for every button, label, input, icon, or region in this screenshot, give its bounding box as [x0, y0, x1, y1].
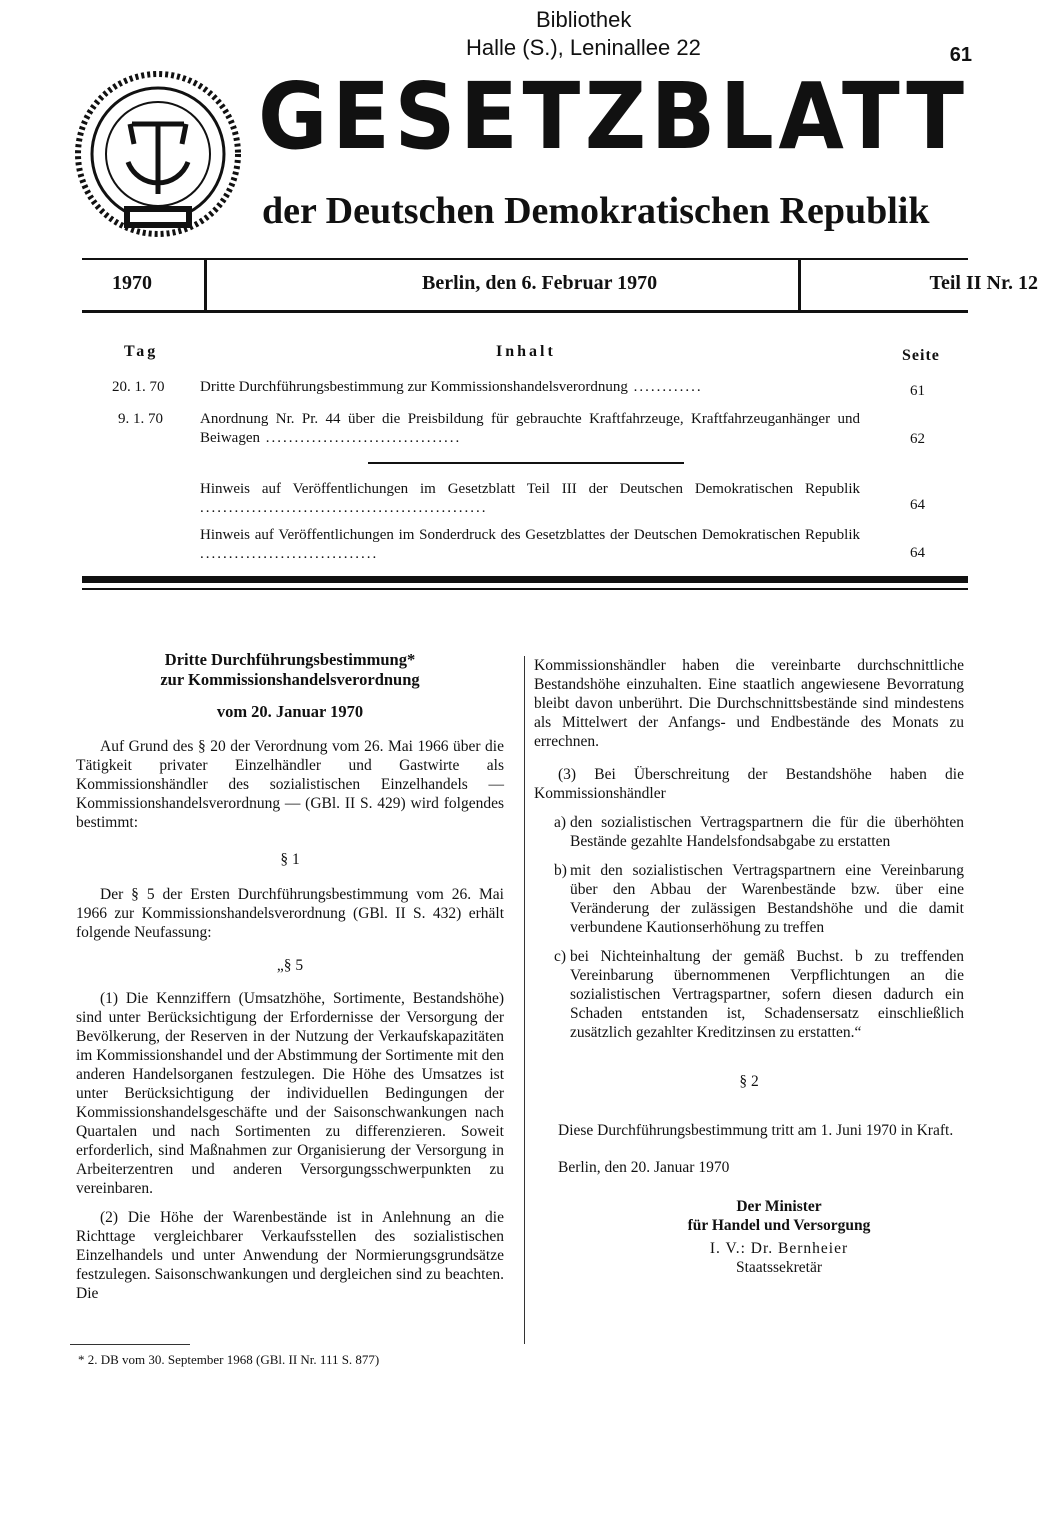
- toc-note-1-text: Hinweis auf Veröffentlichungen im Gesetzblatt Teil III der Deutschen Demokratischen Republik: [200, 481, 860, 497]
- paragraph-1: (1) Die Kennziffern (Umsatzhöhe, Sortimente, Bestandshöhe) sind unter Berücksichtigung der Erfordernisse der Versorgung der Bevölkerung, der Reserven in der Nutzung der Verkaufskapazitäten im Kommissionshandel und der Abstimmung der Sortimente mit den anderen Handelsorganen festzulegen. Die Höhe des Umsatzes ist unter Berücksichtigung der individuellen Bedingungen der Kommissionshandelsgeschäfte und der Saisonschwankungen nach Quartalen und nach Sortimenten zu differenzieren. Soweit erforderlich, sind Maßnahmen zur Organisierung der Versorgung in Arbeiterzentren und anderen Versorgungsschwerpunkten zu vereinbaren.: [76, 990, 504, 1197]
- list-item-c-text: bei Nichteinhaltung der gemäß Buchst. b zu treffenden Vereinbarung übernommenen Verpflichtungen an die sozialistischen Vertragspartner, sofern diesen dadurch ein Schaden entstanden ist, Schadensersatz einschließlich zusätzlich gezahlter Kreditzinsen zu erstatten.“: [570, 948, 964, 1041]
- divider-1: [204, 260, 207, 310]
- section-1-heading: § 1: [280, 851, 300, 868]
- column-divider: [524, 656, 525, 1344]
- toc-separator: [368, 462, 684, 464]
- toc-col-page: Seite: [902, 347, 940, 364]
- issue-year: 1970: [112, 272, 152, 294]
- toc-col-content: Inhalt: [496, 343, 556, 360]
- toc-col-day: Tag: [124, 343, 159, 360]
- toc-note-1-page: 64: [910, 497, 925, 513]
- article-heading-2: zur Kommissionshandelsverordnung: [160, 670, 420, 689]
- paragraph-2: (2) Die Höhe der Warenbestände ist in Anlehnung an die Richttage vergleichbarer Verkaufsstellen des sozialistischen Einzelhandels und unter Anwendung der Normierungsgrundsätze festzulegen. Saisonschwankungen und dergleichen sind zu beachten. Die: [76, 1209, 504, 1302]
- article-intro: Auf Grund des § 20 der Verordnung vom 26. Mai 1966 über die Tätigkeit privater Einzelhändler und Gastwirte als Kommissionshändler des sozialistischen Einzelhandels — Kommissionshandelsverordnung — (GBl. II S. 429) wird folgendes bestimmt:: [76, 738, 504, 831]
- toc-note-2[interactable]: Hinweis auf Veröffentlichungen im Sonderdruck des Gesetzblattes der Deutschen Demokratischen Republik ...............................: [200, 527, 860, 562]
- paragraph-2-continued: Kommissionshändler haben die vereinbarte durchschnittliche Bestandshöhe einzuhalten. Eine staatlich angewiesene Bevorratung bleibt davon unberührt. Die Durchschnittsbestände sind mindestens als Mittelwert der Anfangs- und Endbestände des Monats zu errechnen.: [534, 657, 964, 750]
- section-2-text: Diese Durchführungsbestimmung tritt am 1. Juni 1970 in Kraft.: [558, 1122, 954, 1139]
- signature-title-2: für Handel und Versorgung: [687, 1217, 871, 1234]
- signature-name: I. V.: Dr. Bernheier: [709, 1240, 849, 1257]
- issue-part: Teil II Nr. 12: [929, 272, 1038, 294]
- toc-rule-thin: [82, 588, 968, 590]
- list-item-b-mark: b): [554, 862, 567, 879]
- paragraph-3: (3) Bei Überschreitung der Bestandshöhe haben die Kommissionshändler: [534, 766, 964, 802]
- toc-entry-1-page: 61: [910, 383, 925, 399]
- place-date: Berlin, den 20. Januar 1970: [558, 1159, 730, 1176]
- stamp-line-1: Bibliothek: [536, 7, 632, 32]
- issue-date: Berlin, den 6. Februar 1970: [422, 272, 658, 294]
- right-column: [534, 656, 964, 1277]
- toc-note-2-page: 64: [910, 545, 925, 561]
- section-2-heading: § 2: [739, 1073, 759, 1090]
- divider-2: [798, 260, 801, 310]
- toc-rule-thick: [82, 576, 968, 583]
- list-item-b: [534, 861, 964, 937]
- footnote: * 2. DB vom 30. September 1968 (GBl. II Nr. 111 S. 877): [78, 1352, 380, 1367]
- issue-header-row: [82, 258, 1038, 313]
- toc-entry-2[interactable]: Anordnung Nr. Pr. 44 über die Preisbildung für gebrauchte Kraftfahrzeuge, Kraftfahrzeuganhänger und Beiwagen ..................................: [200, 411, 860, 446]
- stamp-line-2: Halle (S.), Leninallee 22: [466, 35, 701, 60]
- toc-note-1[interactable]: Hinweis auf Veröffentlichungen im Gesetzblatt Teil III der Deutschen Demokratischen Republik ..................................................: [200, 481, 860, 516]
- toc-entry-1-text: Dritte Durchführungsbestimmung zur Kommissionshandelsverordnung: [200, 379, 628, 395]
- list-item-c-mark: c): [554, 948, 567, 965]
- article-heading-3: vom 20. Januar 1970: [216, 702, 364, 721]
- toc-entry-2-text: Anordnung Nr. Pr. 44 über die Preisbildung für gebrauchte Kraftfahrzeuge, Kraftfahrzeuganhänger und Beiwagen: [200, 411, 860, 446]
- toc-note-2-text: Hinweis auf Veröffentlichungen im Sonderdruck des Gesetzblattes der Deutschen Demokratischen Republik: [200, 527, 860, 543]
- toc-entry-2-day: 9. 1. 70: [118, 411, 163, 427]
- list-item-a-text: den sozialistischen Vertragspartnern die für die überhöhten Bestände gezahlte Handelsfondsabgabe zu erstatten: [570, 814, 964, 850]
- list-item-c: [534, 947, 964, 1042]
- article-heading-1: Dritte Durchführungsbestimmung*: [164, 650, 416, 669]
- list-item-a: [534, 813, 964, 851]
- section-1-text: Der § 5 der Ersten Durchführungsbestimmung vom 26. Mai 1966 zur Kommissionshandelsverordnung (GBl. II S. 432) erhält folgende Neufassung:: [76, 886, 504, 941]
- toc-entry-1[interactable]: Dritte Durchführungsbestimmung zur Kommissionshandelsverordnung ............: [200, 379, 703, 395]
- state-emblem-icon: [70, 66, 246, 246]
- left-column: [76, 650, 504, 1313]
- signature-title-1: Der Minister: [736, 1198, 822, 1215]
- signature-role: Staatssekretär: [735, 1259, 823, 1276]
- masthead-title: GESETZBLATT: [258, 63, 969, 170]
- library-stamp: [466, 6, 701, 62]
- page-number: 61: [949, 44, 972, 66]
- footnote-rule: [70, 1344, 190, 1345]
- list-item-b-text: mit den sozialistischen Vertragspartnern eine Vereinbarung über den Abbau der Warenbestände bzw. über eine Veränderung der zulässigen Bestandshöhe und die damit verbundene Kautionserhöhung zu treffen: [570, 862, 964, 936]
- toc-entry-1-day: 20. 1. 70: [112, 379, 165, 395]
- toc-entry-2-page: 62: [910, 431, 925, 447]
- list-item-a-mark: a): [554, 814, 567, 831]
- masthead-subtitle: der Deutschen Demokratischen Republik: [262, 190, 930, 232]
- section-5-heading: „§ 5: [276, 957, 304, 974]
